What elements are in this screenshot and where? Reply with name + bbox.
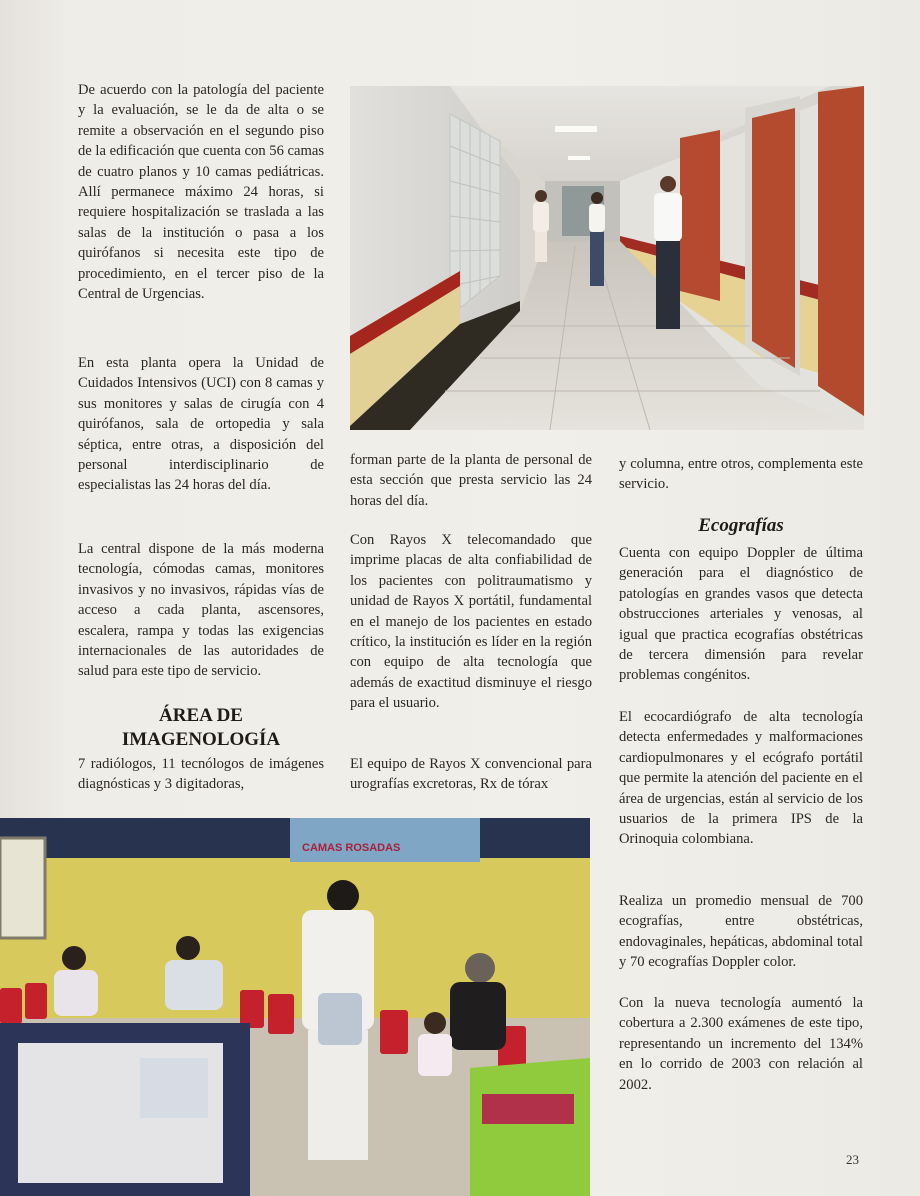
col2-paragraph-1: forman parte de la planta de personal de esta sección que presta servicio las 24 horas del día. <box>350 452 592 509</box>
heading-line-1: ÁREA DE <box>159 705 243 726</box>
section-heading-ecografias: Ecografías <box>698 515 784 536</box>
waiting-room-illustration <box>0 818 590 1196</box>
hospital-corridor-photo <box>350 86 864 430</box>
col2-paragraph-3: El equipo de Rayos X convencional para urografías excretoras, Rx de tórax <box>350 756 592 793</box>
col1-paragraph-4: 7 radiólogos, 11 tecnólogos de imágenes diagnósticas y 3 digitadoras, <box>78 756 324 793</box>
corridor-illustration <box>350 86 864 430</box>
col3-paragraph-3: El ecocardiógrafo de alta tecnología detecta enfermedades y malformaciones cardiopulmonares y el ecógrafo portátil que permite la atención del paciente en el área de urgencias, están al servicio de los usuarios de la primera IPS de la Orinoquia colombiana. <box>619 709 863 848</box>
col1-paragraph-1: De acuerdo con la patología del paciente y la evaluación, se le da de alta o se remite a observación en el segundo piso de la edificación que cuenta con 56 camas de cuatro planos y 10 camas pediátricas. Allí permanece máximo 24 horas, si requiere hospitalización se traslada a las salas de la institución o pasa a los quirófanos si necesita este tipo de procedimiento, en el tercer piso de la Central de Urgencias. <box>78 82 324 303</box>
col3-paragraph-4: Realiza un promedio mensual de 700 ecografías, entre obstétricas, endovaginales, hepáticas, abdominal total y 70 ecografías Doppler color. <box>619 893 863 971</box>
waiting-room-photo <box>0 818 590 1196</box>
col2-paragraph-2: Con Rayos X telecomandado que imprime placas de alta confiabilidad de los pacientes con politraumatismo y unidad de Rayos X portátil, fundamental en el manejo de los pacientes en estado crítico, la institución es líder en la región con equipo de alta tecnología que además de exactitud disminuye el riesgo para el usuario. <box>350 532 592 712</box>
col3-paragraph-5: Con la nueva tecnología aumentó la cobertura a 2.300 exámenes de este tipo, representando un incremento del 134% en lo corrido de 2003 con relación al 2002. <box>619 995 863 1093</box>
col1-paragraph-2: En esta planta opera la Unidad de Cuidados Intensivos (UCI) con 8 camas y sus monitores y salas de cirugía con 4 quirófanos, sala de ortopedia y sala séptica, entre otras, a disposición del personal interdisciplinario de especialistas las 24 horas del día. <box>78 355 324 494</box>
col3-paragraph-2: Cuenta con equipo Doppler de última generación para el diagnóstico de patologías en grandes vasos que detecta obstrucciones arteriales y venosas, al igual que practica ecografías obstétricas de tercera dimensión para revelar problemas congénitos. <box>619 545 863 684</box>
section-heading-imagenologia <box>78 704 324 752</box>
col3-paragraph-1: y columna, entre otros, complementa este servicio. <box>619 456 863 493</box>
col1-paragraph-3: La central dispone de la más moderna tecnología, cómodas camas, monitores invasivos y no invasivos, rápidas vías de acceso a cada planta, ascensores, escalera, rampa y todas las exigencias internacionales de las autoridades de salud para este tipo de servicio. <box>78 541 324 680</box>
page-number: 23 <box>846 1152 859 1167</box>
heading-line-2: IMAGENOLOGÍA <box>121 729 281 750</box>
wall-sign-text: CAMAS ROSADAS <box>302 842 401 854</box>
